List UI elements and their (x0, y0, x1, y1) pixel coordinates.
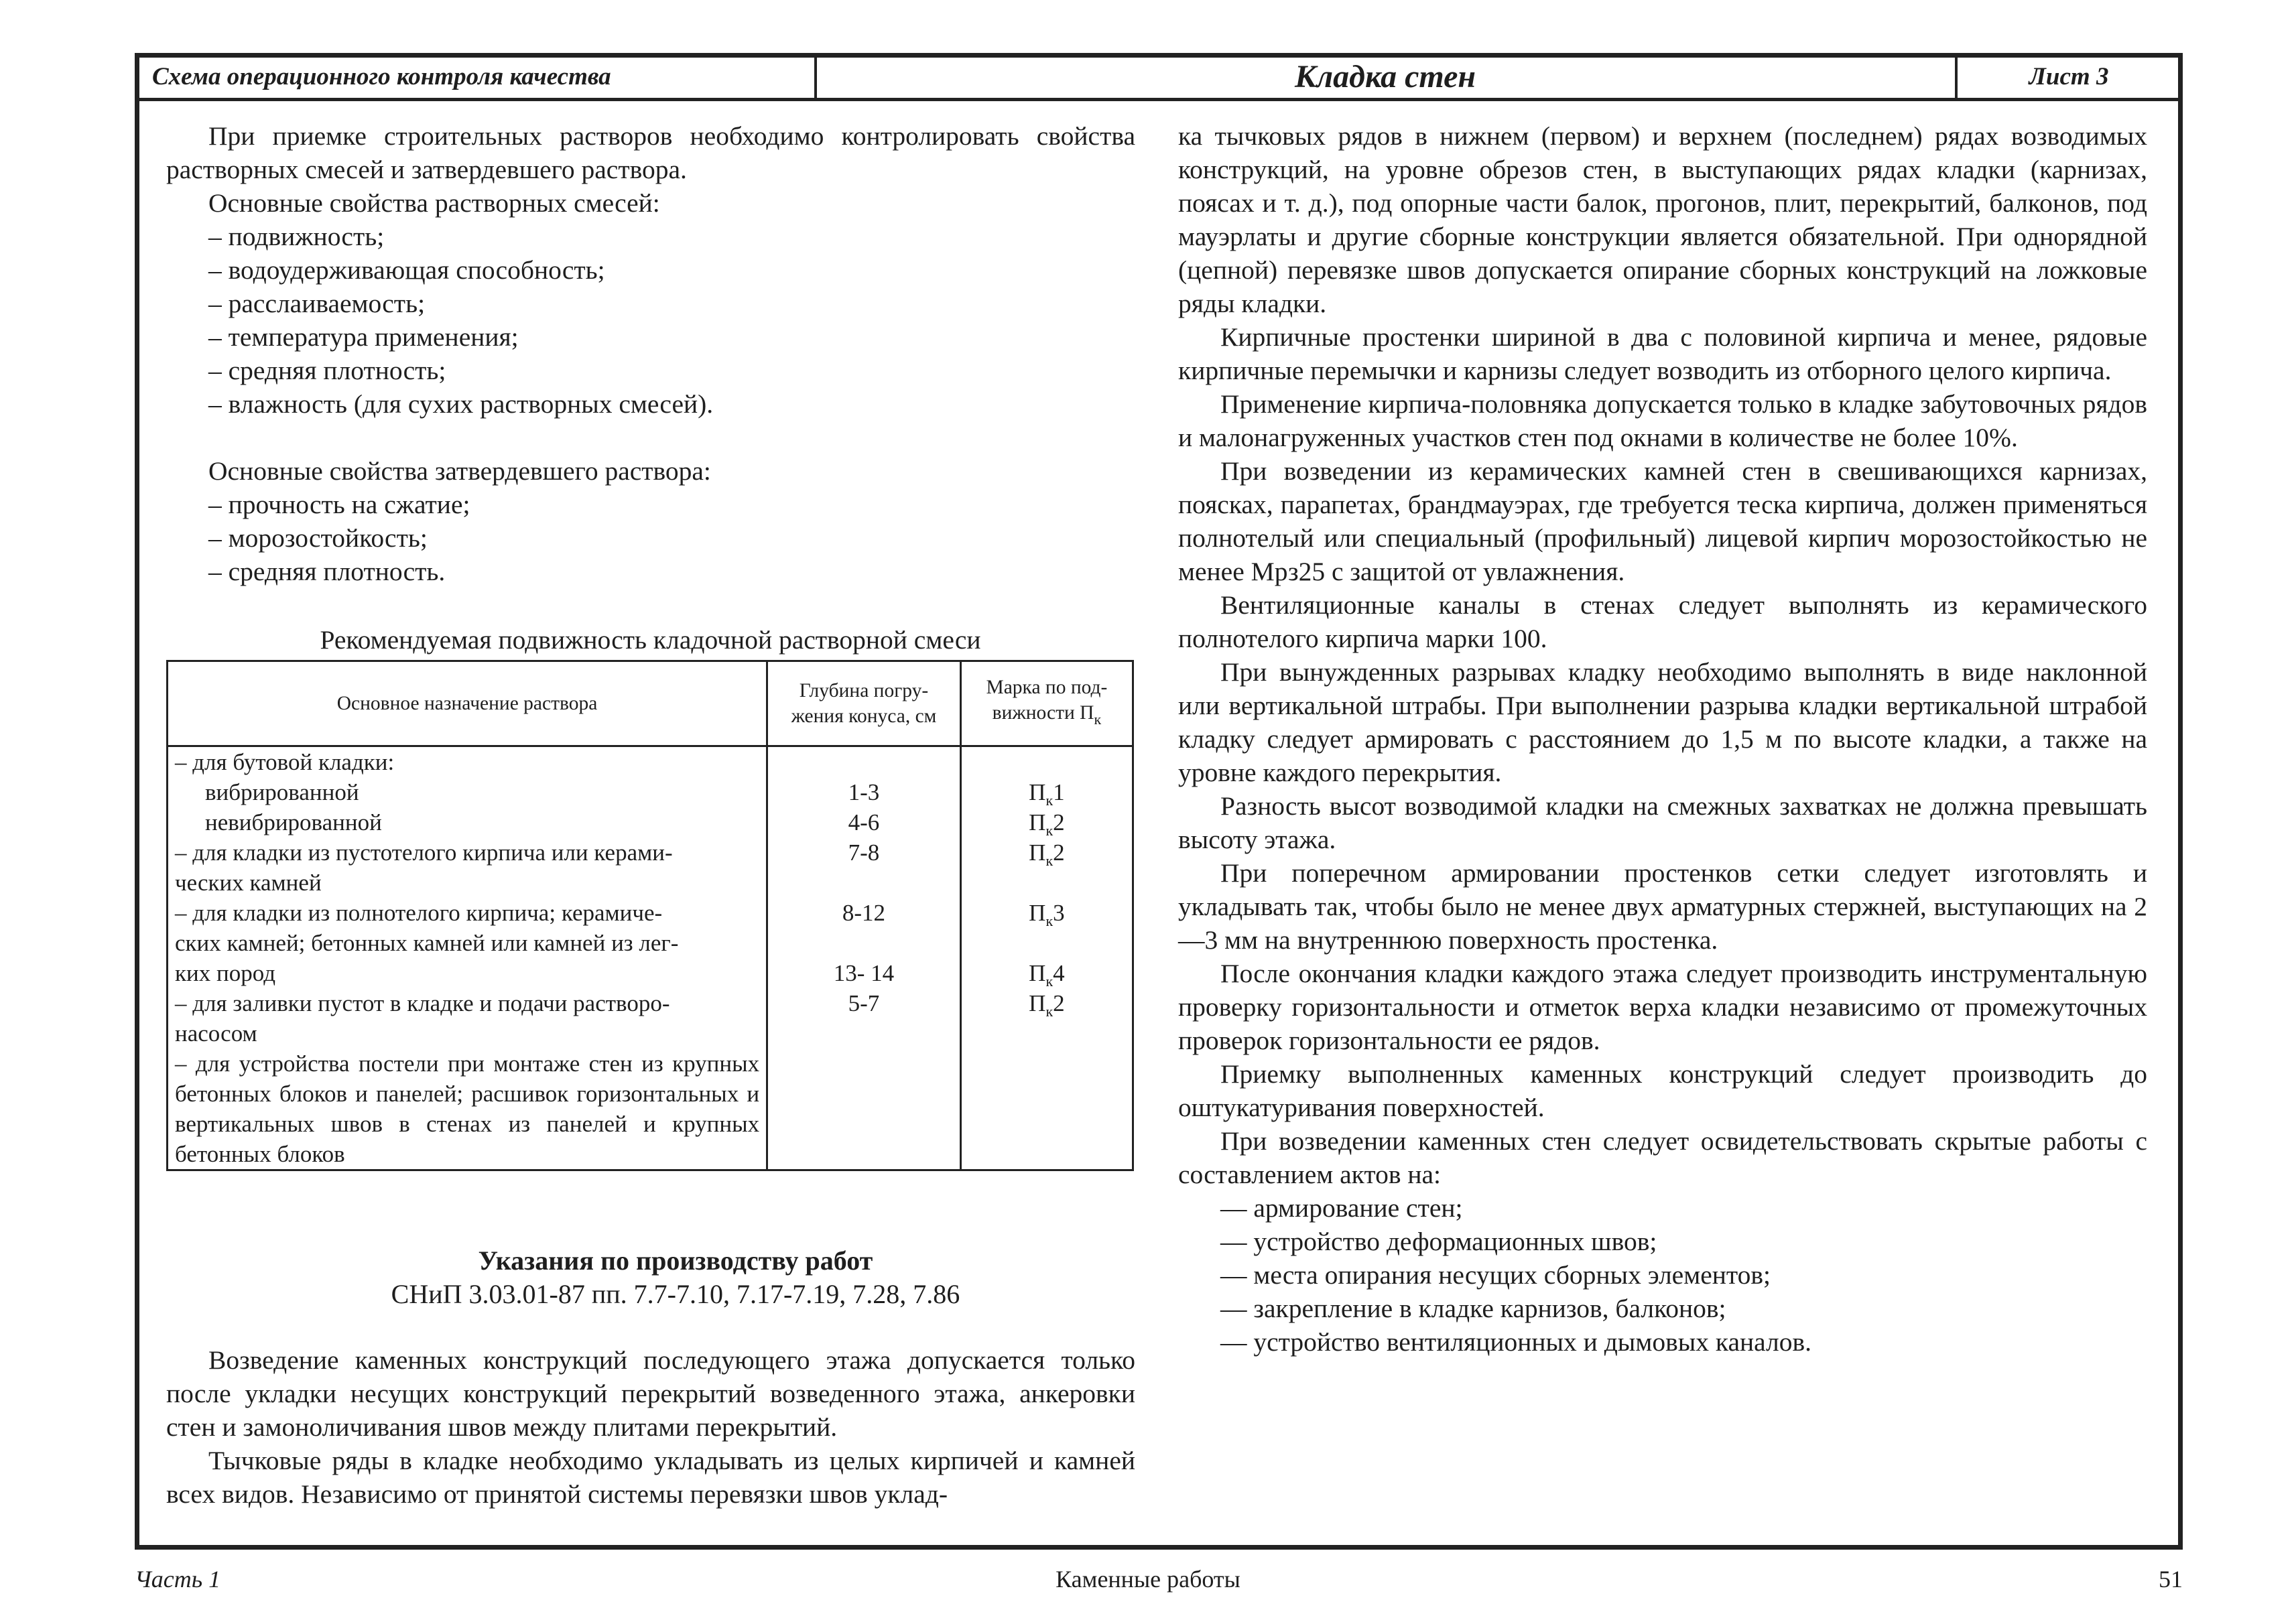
list-item: – прочность на сжатие; (208, 490, 470, 519)
paragraph: Кирпичные простенки шириной в два с половиной кирпича и менее, рядовые кирпичные перемычки и карнизы следует возводить из отборного целого кирпича. (1178, 322, 2147, 385)
paragraph: При вынужденных разрывах кладку необходимо выполнять в виде наклонной или вертикальной штрабы. При выполнении разрыва кладки вертикальной штрабой кладку следует армировать с расстоянием до 1,5 м по высоте кладки, а также на уровне каждого перекрытия. (1178, 657, 2147, 787)
header-bar (135, 53, 2183, 100)
intro-paragraph: При приемке строительных растворов необходимо контролировать свойства растворных смесей и затвердевшего раствора. (166, 121, 1135, 184)
list-item: – температура применения; (208, 322, 519, 352)
table-cell: $П_к2$ (1029, 809, 1065, 839)
table-cell: 5-7 (848, 990, 880, 1016)
table-cell: 8-12 (842, 900, 886, 926)
table-caption: Рекомендуемая подвижность кладочной растворной смеси (320, 625, 981, 655)
table-cell: 7-8 (848, 839, 880, 866)
list-item: — устройство деформационных швов; (1220, 1227, 1657, 1256)
paragraph: Тычковые ряды в кладке необходимо укладывать из целых кирпичей и камней всех видов. Независимо от принятой системы перевязки швов уклад- (166, 1446, 1135, 1509)
table-cell (968, 868, 1125, 898)
table-cell: $П_к3$ (1029, 900, 1065, 929)
list-item: – средняя плотность. (208, 557, 446, 586)
instructions-heading (166, 1244, 1185, 1311)
header-rule (135, 98, 2183, 101)
table-cell: 1-3 (848, 779, 880, 805)
paragraph: При возведении из керамических камней стен в свешивающихся карнизах, поясках, парапетах, брандмауэрах, где требуется теска кирпича, должен применяться полнотелый или специальный (профильный) лицевой кирпич морозостойкостью не менее Мрз25 с защитой от увлажнения. (1178, 456, 2147, 586)
table-cell: $П_к1$ (1029, 779, 1065, 809)
table-cell: 4-6 (848, 809, 880, 835)
snip-reference: СНиП 3.03.01-87 пп. 7.7-7.10, 7.17-7.19, 7.28, 7.86 (391, 1279, 960, 1309)
header-title: Кладка стен (1294, 58, 1476, 94)
table-cell: ских камней; бетонных камней или камней из лег- (175, 930, 679, 956)
table-cell (775, 747, 953, 777)
table-cell: ких пород (175, 960, 276, 986)
table-cell: – для кладки из пустотелого кирпича или керами- (175, 839, 673, 866)
mix-properties-heading: Основные свойства растворных смесей: (208, 188, 660, 218)
table-cell: – для заливки пустот в кладке и подачи растворо- (175, 990, 670, 1016)
table-header-row (168, 661, 1133, 746)
paragraph: При поперечном армировании простенков сетки следует изготовлять и укладывать так, чтобы было не менее двух арматурных стержней, выступающих на 2—3 мм на внутреннюю поверхность простенка. (1178, 858, 2147, 955)
paragraph: Разность высот возводимой кладки на смежных захватках не должна превышать высоту этажа. (1178, 791, 2147, 854)
table-cell: $П_к2$ (1029, 990, 1065, 1020)
list-item: – подвижность; (208, 222, 385, 251)
footer-section: Каменные работы (1056, 1566, 1240, 1593)
left-column (166, 119, 1135, 588)
list-item: — устройство вентиляционных и дымовых каналов. (1220, 1327, 1812, 1357)
table-cell: $П_к2$ (1029, 839, 1065, 869)
column-header: Основное назначение раствора (168, 661, 767, 746)
table-cell: вибрированной (205, 779, 359, 805)
paragraph: ка тычковых рядов в нижнем (первом) и верхнем (последнем) рядах возводимых конструкций, на уровне обрезов стен, в выступающих рядах кладки (карнизах, поясах и т. д.), под опорные части балок, прогонов, плит, перекрытий, балконов, под мауэрлаты и другие сборные конструкции является обязательной. При однорядной (цепной) перевязке швов допускается опирание сборных конструкций на ложковые ряды кладки. (1178, 121, 2147, 318)
page-number: 51 (2159, 1566, 2183, 1593)
footer-part: Часть 1 (135, 1566, 221, 1593)
table-cell: ческих камней (175, 870, 322, 896)
header-scheme-label: Схема операционного контроля качества (152, 62, 611, 90)
paragraph: Возведение каменных конструкций последующего этажа допускается только после укладки несущих конструкций перекрытий возведенного этажа, анкеровки стен и замоноличивания швов между плитами перекрытий. (166, 1345, 1135, 1442)
list-item: – расслаиваемость; (208, 289, 426, 318)
table-cell (968, 747, 1125, 777)
right-column (1178, 119, 2147, 1359)
paragraph: Вентиляционные каналы в стенах следует выполнять из керамического полнотелого кирпича марки 100. (1178, 590, 2147, 653)
table-cell: $П_к4$ (1029, 960, 1065, 990)
list-item: – водоудерживающая способность; (208, 255, 605, 285)
paragraph: Применение кирпича-половняка допускается только в кладке забутовочных рядов и малонагруженных участков стен под окнами в количестве не более 10%. (1178, 389, 2147, 452)
table-cell (968, 928, 1125, 958)
mobility-table (166, 660, 1134, 1171)
table-row (168, 746, 1133, 1170)
instructions-text (166, 1343, 1135, 1511)
table-cell: – для бутовой кладки: (175, 749, 395, 775)
table-cell: – для устройства постели при монтаже стен из крупных бетонных блоков и панелей; расшивок горизонтальных и вертикальных швов в стенах из панелей и крупных бетонных блоков (175, 1051, 760, 1167)
paragraph: При возведении каменных стен следует освидетельствовать скрытые работы с составлением актов на: (1178, 1126, 2147, 1189)
header-sheet-number: Лист 3 (2029, 62, 2109, 90)
table-cell (775, 928, 953, 958)
instructions-title: Указания по производству работ (478, 1245, 873, 1276)
table-cell: насосом (175, 1020, 257, 1046)
hardened-properties-heading: Основные свойства затвердевшего раствора: (208, 456, 711, 486)
column-header: Марка по под-вижности $П_к$ (960, 661, 1133, 746)
table-cell: невибрированной (205, 809, 382, 835)
list-item: — места опирания несущих сборных элементов; (1220, 1260, 1771, 1290)
table-cell: – для кладки из полнотелого кирпича; керамиче- (175, 900, 663, 926)
list-item: — закрепление в кладке карнизов, балконов; (1220, 1294, 1726, 1323)
paragraph: Приемку выполненных каменных конструкций следует производить до оштукатуривания поверхностей. (1178, 1059, 2147, 1122)
table-cell: 13- 14 (833, 960, 895, 986)
list-item: — армирование стен; (1220, 1193, 1463, 1223)
paragraph: После окончания кладки каждого этажа следует производить инструментальную проверку горизонтальности и отметок верха кладки независимо от промежуточных проверок горизонтальности ее рядов. (1178, 959, 2147, 1055)
list-item: – морозостойкость; (208, 523, 428, 553)
list-item: – влажность (для сухих растворных смесей). (208, 389, 714, 419)
list-item: – средняя плотность; (208, 356, 446, 385)
column-header: Глубина погру-жения конуса, см (767, 661, 961, 746)
table-cell (775, 868, 953, 898)
